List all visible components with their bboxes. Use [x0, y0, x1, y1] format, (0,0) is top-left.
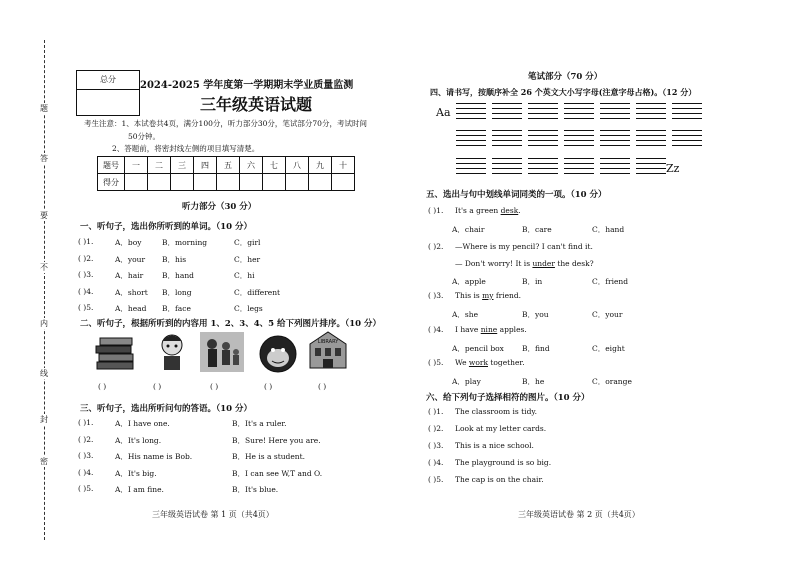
option-b: B．find: [522, 344, 550, 353]
option-a: A．pencil box: [452, 344, 504, 353]
option-b: B．morning: [162, 238, 208, 247]
exam-title: 三年级英语试题: [200, 95, 313, 114]
written-section-title: 笔试部分（70 分）: [528, 72, 603, 82]
sentence-text: This is: [455, 291, 483, 300]
notice-line-1b: 50分钟。: [128, 132, 161, 141]
score-table-header: 三: [171, 157, 194, 174]
boy-picture: [150, 332, 194, 372]
answer-bracket[interactable]: ( )2.: [428, 424, 444, 433]
option-b: B．in: [522, 277, 543, 286]
score-table-header: 五: [217, 157, 240, 174]
option-c: C．different: [234, 287, 281, 297]
score-table-header: 十: [332, 157, 355, 174]
answer-bracket[interactable]: ( )2.: [78, 253, 94, 263]
score-cell[interactable]: [309, 174, 332, 191]
sentence-text: The cap is on the chair.: [455, 475, 544, 484]
letter-writing-grid[interactable]: [636, 103, 666, 125]
letter-writing-grid[interactable]: [600, 158, 630, 180]
option-a: A．It's long.: [115, 435, 162, 445]
sentence-text: .: [518, 206, 521, 215]
answer-bracket[interactable]: ( )3.: [428, 441, 444, 450]
option-c: C．friend: [592, 277, 629, 286]
option-a: A．chair: [452, 225, 485, 234]
answer-bracket[interactable]: ( )4.: [78, 286, 94, 296]
score-cell[interactable]: [286, 174, 309, 191]
letter-writing-grid[interactable]: [564, 103, 594, 125]
underlined-word: work: [468, 358, 488, 367]
score-cell[interactable]: [217, 174, 240, 191]
sentence-text: I have: [455, 325, 481, 334]
score-table-header: 一: [125, 157, 148, 174]
answer-bracket[interactable]: ( )5.: [428, 358, 444, 367]
answer-bracket[interactable]: ( )4.: [428, 458, 444, 467]
option-b: B．face: [162, 304, 191, 313]
sentence-text: We: [455, 358, 469, 367]
section-2-title: 二、听句子，根据所听到的内容用 1、2、3、4、5 给下列图片排序。（10 分）: [80, 319, 382, 329]
letter-writing-grid[interactable]: [456, 130, 486, 152]
score-cell[interactable]: [194, 174, 217, 191]
answer-bracket[interactable]: ( )5.: [428, 475, 444, 484]
letter-writing-grid[interactable]: [600, 130, 630, 152]
listening-section-title: 听力部分（30 分）: [182, 202, 257, 212]
option-c: C．her: [234, 254, 261, 264]
score-cell[interactable]: [240, 174, 263, 191]
picture-order-bracket[interactable]: ( ): [210, 382, 219, 391]
question-sentence: [455, 325, 527, 334]
section-4-title: 四、请书写，按顺序补全 26 个英文大小写字母(注意字母占格)。（12 分）: [430, 87, 697, 97]
answer-bracket[interactable]: ( )3.: [78, 451, 94, 460]
option-a: A．His name is Bob.: [115, 452, 193, 461]
answer-bracket[interactable]: ( )3.: [78, 270, 94, 279]
option-b: B．long: [162, 287, 192, 297]
letter-writing-grid[interactable]: [528, 130, 558, 152]
notice-line-2: 2、答题前，将密封线左侧的项目填写清楚。: [112, 144, 260, 153]
letter-writing-grid[interactable]: [564, 130, 594, 152]
sentence-text: together.: [488, 358, 525, 367]
option-b: B．I can see W,T and O.: [232, 468, 323, 478]
option-b: B．he: [522, 377, 545, 386]
letter-writing-grid[interactable]: [636, 158, 666, 180]
option-a: A．short: [115, 287, 148, 297]
score-table-row-label: 得分: [98, 174, 125, 191]
option-c: C．hand: [592, 225, 625, 234]
question-sentence: [455, 242, 593, 251]
option-c: C．your: [592, 310, 623, 319]
letter-writing-grid[interactable]: [492, 103, 522, 125]
underlined-word: nine: [480, 325, 498, 334]
option-a: A．boy: [115, 238, 142, 247]
answer-bracket[interactable]: ( )2.: [428, 242, 444, 251]
books-picture: [94, 334, 138, 374]
question-sentence: [455, 291, 521, 300]
alphabet-end: Zz: [666, 162, 680, 175]
letter-writing-grid[interactable]: [564, 158, 594, 180]
exam-header: 2024-2025 学年度第一学期期末学业质量监测: [140, 80, 354, 91]
margin-char: 线: [36, 368, 52, 379]
letter-writing-grid[interactable]: [528, 158, 558, 180]
letter-writing-grid[interactable]: [672, 103, 702, 125]
underlined-word: under: [532, 259, 555, 268]
sentence-text: The classroom is tidy.: [455, 407, 538, 416]
score-table: [97, 156, 355, 191]
underlined-word: my: [482, 291, 494, 300]
option-a: A．she: [452, 310, 479, 319]
sentence-text: apples.: [497, 325, 527, 334]
score-cell[interactable]: [148, 174, 171, 191]
library-picture: [306, 330, 350, 370]
answer-bracket[interactable]: ( )2.: [78, 434, 94, 444]
sentence-text: Look at my letter cards.: [455, 424, 547, 433]
option-b: B．his: [162, 254, 187, 264]
sentence-text: The playground is so big.: [455, 458, 552, 467]
option-b: B．It's blue.: [232, 485, 279, 494]
score-table-header: 六: [240, 157, 263, 174]
sentence-text: friend.: [493, 291, 522, 300]
option-a: A．your: [115, 254, 146, 264]
option-a: A．apple: [452, 277, 486, 286]
underlined-word: desk: [500, 206, 519, 215]
answer-bracket[interactable]: ( )3.: [428, 291, 444, 300]
option-a: A．It's big.: [115, 468, 157, 478]
notice-line-1: 考生注意：1、本试卷共4页，满分100分，听力部分30分，笔试部分70分，考试时间: [84, 119, 367, 128]
option-b: B．hand: [162, 271, 194, 280]
sentence-text: It's a green: [455, 206, 501, 215]
monkey-picture: [256, 334, 300, 374]
score-cell[interactable]: [332, 174, 355, 191]
sentence-text: —Where is my pencil? I can't find it.: [455, 242, 593, 251]
margin-char: 答: [36, 153, 52, 164]
option-a: A．hair: [115, 271, 144, 280]
score-table-header: 题号: [98, 157, 125, 174]
question-sentence: [455, 358, 525, 367]
letter-writing-grid[interactable]: [492, 130, 522, 152]
answer-bracket[interactable]: ( )5.: [78, 484, 94, 493]
letter-writing-grid[interactable]: [456, 103, 486, 125]
option-c: C．hi: [234, 271, 255, 280]
score-table-header: 二: [148, 157, 171, 174]
score-table-header: 四: [194, 157, 217, 174]
margin-char: 密: [36, 456, 52, 467]
letter-writing-grid[interactable]: [636, 130, 666, 152]
section-1-title: 一、听句子，选出你所听到的单词。（10 分）: [80, 222, 253, 232]
sentence-text: the desk?: [554, 259, 594, 268]
option-a: A．head: [115, 304, 147, 313]
margin-char: 内: [36, 318, 52, 329]
margin-char: 题: [36, 103, 52, 114]
margin-char: 要: [36, 210, 52, 221]
picture-order-bracket[interactable]: ( ): [98, 382, 107, 391]
letter-writing-grid[interactable]: [456, 158, 486, 180]
letter-writing-grid[interactable]: [528, 103, 558, 125]
margin-char: 封: [36, 414, 52, 425]
answer-bracket[interactable]: ( )4.: [78, 467, 94, 477]
score-table-header: 八: [286, 157, 309, 174]
answer-bracket[interactable]: ( )1.: [428, 407, 444, 416]
option-b: B．It's a ruler.: [232, 419, 287, 428]
option-b: B．you: [522, 310, 549, 319]
page-2-footer: 三年级英语试卷 第 2 页（共4页）: [518, 510, 640, 519]
page-1-footer: 三年级英语试卷 第 1 页（共4页）: [152, 510, 274, 519]
score-cell[interactable]: [171, 174, 194, 191]
option-a: A．I am fine.: [115, 485, 164, 494]
picture-order-bracket[interactable]: ( ): [153, 382, 162, 391]
answer-bracket[interactable]: ( )1.: [428, 206, 444, 215]
option-a: A．I have one.: [115, 419, 170, 428]
option-b: B．care: [522, 225, 552, 234]
option-c: C．girl: [234, 238, 261, 247]
total-score-box[interactable]: [76, 70, 140, 116]
option-a: A．play: [452, 377, 481, 386]
letter-writing-grid[interactable]: [492, 158, 522, 180]
family-picture: [200, 332, 244, 372]
picture-order-bracket[interactable]: ( ): [264, 382, 273, 391]
picture-order-bracket[interactable]: ( ): [318, 382, 327, 391]
answer-bracket[interactable]: ( )1.: [78, 418, 94, 427]
letter-writing-grid[interactable]: [600, 103, 630, 125]
answer-bracket[interactable]: ( )4.: [428, 325, 444, 334]
option-c: C．eight: [592, 344, 625, 353]
score-cell[interactable]: [125, 174, 148, 191]
margin-char: 不: [36, 262, 52, 273]
score-table-header: 九: [309, 157, 332, 174]
answer-bracket[interactable]: ( )5.: [78, 303, 94, 312]
option-b: B．Sure! Here you are.: [232, 435, 321, 445]
option-c: C．legs: [234, 304, 263, 313]
option-c: C．orange: [592, 377, 632, 386]
score-table-header: 七: [263, 157, 286, 174]
option-b: B．He is a student.: [232, 452, 306, 461]
library-sign: LIBRARY: [317, 339, 339, 345]
section-3-title: 三、听句子，选出所听问句的答语。（10 分）: [80, 404, 253, 414]
sentence-text: This is a nice school.: [455, 441, 534, 450]
total-score-label: 总分: [77, 71, 139, 90]
sentence-text: — Don't worry! It is: [455, 259, 533, 268]
alphabet-start: Aa: [436, 106, 451, 119]
question-sentence: [455, 206, 521, 215]
score-cell[interactable]: [263, 174, 286, 191]
question-sentence: [455, 259, 594, 268]
letter-writing-grid[interactable]: [672, 130, 702, 152]
section-5-title: 五、选出与句中划线单词同类的一项。（10 分）: [426, 190, 607, 200]
answer-bracket[interactable]: ( )1.: [78, 237, 94, 246]
section-6-title: 六、给下列句子选择相符的图片。（10 分）: [426, 393, 590, 403]
